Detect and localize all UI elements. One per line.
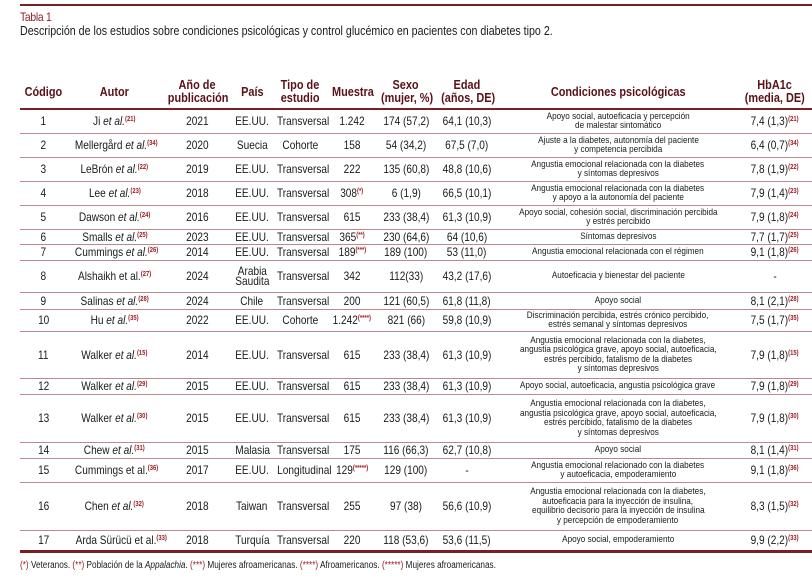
- col-edad: Edad (años, DE): [436, 74, 498, 109]
- table-row: [20, 109, 812, 133]
- cell-pais: Turquía: [232, 530, 272, 551]
- table-row: [20, 157, 812, 181]
- cell-codigo: 3: [20, 157, 67, 181]
- cell-sexo: 97 (38): [376, 482, 436, 530]
- cell-condiciones: Síntomas depresivos: [498, 229, 738, 244]
- cell-hba1c: 6,4 $(0,7)^{(34)}$: [738, 133, 812, 157]
- reference-superscript: (25): [788, 231, 800, 239]
- cell-autor: Walker et al.$^{(29)}$: [67, 378, 162, 394]
- cell-tipo: Transversal: [272, 378, 328, 394]
- col-autor: Autor: [67, 74, 162, 109]
- cell-codigo: 17: [20, 530, 67, 551]
- cell-anio: 2014: [162, 244, 232, 260]
- cell-condiciones: Angustia emocional relacionada con la diabetes, autoeficacia para la inyección de insulina, equilibrio decisorio para la inyección de insulina y percepción de empoderamiento: [498, 482, 738, 530]
- cell-pais: EE.UU.: [232, 157, 272, 181]
- cell-condiciones: Apoyo social, empoderamiento: [498, 530, 738, 551]
- cell-condiciones: Angustia emocional relacionado con la diabetes y autoeficacia, empoderamiento: [498, 458, 738, 482]
- cell-edad: 61,3 (10,9): [436, 378, 498, 394]
- cell-sexo: 121 (60,5): [376, 292, 436, 309]
- cell-pais: Taiwan: [232, 482, 272, 530]
- cell-edad: -: [436, 458, 498, 482]
- cell-autor: Walker et al.$^{(15)}$: [67, 331, 162, 378]
- cell-muestra: 1.242(****): [328, 309, 376, 331]
- reference-superscript: (26): [788, 247, 800, 254]
- cell-sexo: 233 (38,4): [376, 331, 436, 378]
- cell-sexo: 54 (34,2): [376, 133, 436, 157]
- col-anio: Año de publicación: [162, 74, 232, 109]
- cell-edad: 59,8 (10,9): [436, 309, 498, 331]
- cell-pais: Suecia: [232, 133, 272, 157]
- cell-sexo: 129 (100): [376, 458, 436, 482]
- cell-muestra: 175: [328, 442, 376, 458]
- cell-anio: 2021: [162, 109, 232, 133]
- cell-condiciones: Apoyo social: [498, 292, 738, 309]
- reference-superscript: (34): [788, 140, 800, 147]
- footnote-marker: (****): [358, 315, 372, 322]
- cell-condiciones: Discriminación percibida, estrés crónico percibido, estrés semanal y síntomas depresivos: [498, 309, 738, 331]
- cell-anio: 2020: [162, 133, 232, 157]
- studies-table: [20, 74, 812, 553]
- cell-pais: EE.UU.: [232, 205, 272, 229]
- col-condiciones: Condiciones psicológicas: [498, 74, 738, 109]
- cell-sexo: 233 (38,4): [376, 394, 436, 442]
- cell-hba1c: -: [738, 260, 812, 292]
- table-label: Tabla 1: [20, 10, 52, 24]
- cell-codigo: 13: [20, 394, 67, 442]
- cell-tipo: Transversal: [272, 292, 328, 309]
- reference-superscript: (24): [788, 212, 800, 219]
- reference-superscript: (36): [147, 465, 159, 472]
- table-row: [20, 331, 812, 378]
- cell-anio: 2016: [162, 205, 232, 229]
- cell-muestra: 615: [328, 205, 376, 229]
- cell-pais: EE.UU.: [232, 181, 272, 205]
- cell-tipo: Transversal: [272, 229, 328, 244]
- cell-condiciones: Apoyo social, autoeficacia, angustia psicológica grave: [498, 378, 738, 394]
- cell-tipo: Transversal: [272, 482, 328, 530]
- cell-hba1c: 9,1 $(1,8)^{(26)}$: [738, 244, 812, 260]
- footnote-marker: (*****): [352, 465, 369, 472]
- reference-superscript: (34): [147, 140, 158, 147]
- cell-edad: 61,3 (10,9): [436, 205, 498, 229]
- reference-superscript: (22): [137, 164, 149, 171]
- cell-edad: 61,3 (10,9): [436, 394, 498, 442]
- cell-autor: Salinas et al.$^{(28)}$: [67, 292, 162, 309]
- table-caption: Descripción de los estudios sobre condiciones psicológicas y control glucémico en pacientes con diabetes tipo 2.: [20, 23, 553, 38]
- footnote-marker: (*): [357, 188, 364, 195]
- footnote-marker: (**): [356, 231, 365, 239]
- cell-hba1c: 7,9 $(1,8)^{(30)}$: [738, 394, 812, 442]
- table-row: [20, 309, 812, 331]
- cell-codigo: 4: [20, 181, 67, 205]
- cell-muestra: 308(*): [328, 181, 376, 205]
- cell-tipo: Transversal: [272, 244, 328, 260]
- cell-edad: 64,1 (10,3): [436, 109, 498, 133]
- cell-codigo: 11: [20, 331, 67, 378]
- cell-autor: Smalls et al.$^{(25)}$: [67, 229, 162, 244]
- cell-codigo: 2: [20, 133, 67, 157]
- cell-sexo: 189 (100): [376, 244, 436, 260]
- cell-condiciones: Ajuste a la diabetes, autonomía del paciente y competencia percibida: [498, 133, 738, 157]
- cell-anio: 2024: [162, 292, 232, 309]
- cell-edad: 48,8 (10,6): [436, 157, 498, 181]
- cell-hba1c: 7,7 $(1,7)^{(25)}$: [738, 229, 812, 244]
- cell-edad: 53 (11,0): [436, 244, 498, 260]
- cell-edad: 67,5 (7,0): [436, 133, 498, 157]
- reference-superscript: (28): [138, 295, 149, 303]
- cell-autor: Cummings et al.$^{(36)}$: [67, 458, 162, 482]
- table-row: [20, 530, 812, 551]
- cell-edad: 61,8 (11,8): [436, 292, 498, 309]
- table-row: [20, 378, 812, 394]
- footnote-mark: (**): [72, 560, 85, 571]
- cell-tipo: Transversal: [272, 109, 328, 133]
- cell-pais: EE.UU.: [232, 109, 272, 133]
- footnote-mark: (****): [299, 560, 319, 571]
- reference-superscript: (21): [788, 116, 800, 124]
- reference-superscript: (35): [128, 315, 139, 322]
- cell-pais: EE.UU.: [232, 229, 272, 244]
- cell-muestra: 255: [328, 482, 376, 530]
- cell-codigo: 1: [20, 109, 67, 133]
- cell-sexo: 821 (66): [376, 309, 436, 331]
- cell-hba1c: 8,1 $(2,1)^{(28)}$: [738, 292, 812, 309]
- cell-muestra: 365(**): [328, 229, 376, 244]
- cell-hba1c: 7,9 $(1,8)^{(24)}$: [738, 205, 812, 229]
- cell-autor: Walker et al.$^{(30)}$: [67, 394, 162, 442]
- table-row: [20, 482, 812, 530]
- cell-anio: 2023: [162, 229, 232, 244]
- cell-pais: EE.UU.: [232, 331, 272, 378]
- cell-edad: 53,6 (11,5): [436, 530, 498, 551]
- cell-pais: Chile: [232, 292, 272, 309]
- cell-pais: EE.UU.: [232, 309, 272, 331]
- cell-autor: Mellergård et al.$^{(34)}$: [67, 133, 162, 157]
- cell-tipo: Longitudinal: [272, 458, 328, 482]
- table-row: [20, 181, 812, 205]
- cell-muestra: 615: [328, 331, 376, 378]
- reference-superscript: (15): [137, 349, 148, 357]
- cell-condiciones: Angustia emocional relacionada con la diabetes y síntomas depresivos: [498, 157, 738, 181]
- cell-sexo: 174 (57,2): [376, 109, 436, 133]
- cell-pais: EE.UU.: [232, 394, 272, 442]
- reference-superscript: (32): [133, 501, 145, 508]
- cell-codigo: 12: [20, 378, 67, 394]
- cell-edad: 66,5 (10,1): [436, 181, 498, 205]
- table-row: [20, 133, 812, 157]
- cell-anio: 2019: [162, 157, 232, 181]
- cell-autor: LeBrón et al.$^{(22)}$: [67, 157, 162, 181]
- cell-pais: EE.UU.: [232, 244, 272, 260]
- footnote-marker: (***): [355, 247, 366, 254]
- cell-anio: 2018: [162, 530, 232, 551]
- cell-condiciones: Apoyo social: [498, 442, 738, 458]
- cell-codigo: 15: [20, 458, 67, 482]
- cell-muestra: 1.242: [328, 109, 376, 133]
- col-pais: País: [232, 74, 272, 109]
- cell-hba1c: 9,1 $(1,8)^{(36)}$: [738, 458, 812, 482]
- cell-sexo: 116 (66,3): [376, 442, 436, 458]
- cell-tipo: Cohorte: [272, 133, 328, 157]
- cell-hba1c: 7,8 $(1,9)^{(22)}$: [738, 157, 812, 181]
- cell-tipo: Transversal: [272, 260, 328, 292]
- cell-tipo: Transversal: [272, 442, 328, 458]
- cell-hba1c: 7,5 $(1,7)^{(35)}$: [738, 309, 812, 331]
- cell-codigo: 16: [20, 482, 67, 530]
- col-muestra: Muestra: [328, 74, 376, 109]
- cell-muestra: 189(***): [328, 244, 376, 260]
- reference-superscript: (25): [136, 231, 148, 239]
- cell-muestra: 615: [328, 394, 376, 442]
- cell-sexo: 118 (53,6): [376, 530, 436, 551]
- col-hba1c: HbA1c (media, DE): [738, 74, 812, 109]
- cell-edad: 62,7 (10,8): [436, 442, 498, 458]
- footnote-mark: (***): [190, 560, 206, 571]
- reference-superscript: (31): [788, 445, 800, 452]
- cell-sexo: 230 (64,6): [376, 229, 436, 244]
- cell-condiciones: Angustia emocional relacionada con la diabetes, angustia psicológica grave, apoyo social, autoeficacia, estrés percibido, fatalismo de la diabetes y síntomas depresivos: [498, 394, 738, 442]
- cell-muestra: 220: [328, 530, 376, 551]
- cell-hba1c: 7,4 $(1,3)^{(21)}$: [738, 109, 812, 133]
- cell-edad: 43,2 (17,6): [436, 260, 498, 292]
- table-row: [20, 394, 812, 442]
- cell-codigo: 14: [20, 442, 67, 458]
- cell-hba1c: 7,9 $(1,4)^{(23)}$: [738, 181, 812, 205]
- cell-anio: 2018: [162, 181, 232, 205]
- col-tipo: Tipo de estudio: [272, 74, 328, 109]
- cell-anio: 2018: [162, 482, 232, 530]
- cell-anio: 2015: [162, 442, 232, 458]
- cell-muestra: 615: [328, 378, 376, 394]
- top-rule: [20, 4, 812, 6]
- table-row: [20, 292, 812, 309]
- table-row: [20, 205, 812, 229]
- cell-sexo: 6 (1,9): [376, 181, 436, 205]
- reference-superscript: (29): [137, 381, 148, 388]
- cell-autor: Chen et al.$^{(32)}$: [67, 482, 162, 530]
- cell-pais: Arabia Saudita: [232, 260, 272, 292]
- table-row: [20, 442, 812, 458]
- cell-condiciones: Autoeficacia y bienestar del paciente: [498, 260, 738, 292]
- cell-autor: Cummings et al.$^{(26)}$: [67, 244, 162, 260]
- cell-tipo: Transversal: [272, 181, 328, 205]
- reference-superscript: (35): [788, 315, 800, 322]
- reference-superscript: (24): [139, 212, 151, 219]
- reference-superscript: (32): [788, 501, 800, 508]
- reference-superscript: (22): [788, 164, 800, 171]
- cell-codigo: 5: [20, 205, 67, 229]
- cell-edad: 61,3 (10,9): [436, 331, 498, 378]
- reference-superscript: (33): [156, 535, 167, 542]
- cell-tipo: Transversal: [272, 530, 328, 551]
- cell-hba1c: 7,9 $(1,8)^{(29)}$: [738, 378, 812, 394]
- reference-superscript: (26): [147, 247, 159, 254]
- cell-pais: EE.UU.: [232, 378, 272, 394]
- cell-autor: Lee et al.$^{(23)}$: [67, 181, 162, 205]
- reference-superscript: (27): [140, 271, 152, 278]
- col-sexo: Sexo (mujer, %): [376, 74, 436, 109]
- cell-hba1c: 8,3 $(1,5)^{(32)}$: [738, 482, 812, 530]
- cell-autor: Ji et al.$^{(21)}$: [67, 109, 162, 133]
- cell-anio: 2015: [162, 394, 232, 442]
- cell-muestra: 158: [328, 133, 376, 157]
- cell-anio: 2024: [162, 260, 232, 292]
- cell-condiciones: Angustia emocional relacionada con el régimen: [498, 244, 738, 260]
- table-footnote: (*) Veteranos. (**) Población de la Appalachia. (***) Mujeres afroamericanas. (****) Afroamericanos. (*****) Mujeres afroamericanas.: [20, 560, 496, 571]
- table-row: [20, 458, 812, 482]
- cell-tipo: Cohorte: [272, 309, 328, 331]
- cell-sexo: 112(33): [376, 260, 436, 292]
- cell-muestra: 222: [328, 157, 376, 181]
- cell-pais: Malasia: [232, 442, 272, 458]
- reference-superscript: (28): [788, 295, 800, 303]
- cell-autor: Hu et al.$^{(35)}$: [67, 309, 162, 331]
- cell-autor: Chew et al.$^{(31)}$: [67, 442, 162, 458]
- cell-tipo: Transversal: [272, 205, 328, 229]
- cell-condiciones: Angustia emocional relacionada con la diabetes y apoyo a la autonomía del paciente: [498, 181, 738, 205]
- cell-hba1c: 8,1 $(1,4)^{(31)}$: [738, 442, 812, 458]
- col-codigo: Código: [20, 74, 67, 109]
- cell-sexo: 135 (60,8): [376, 157, 436, 181]
- cell-tipo: Transversal: [272, 157, 328, 181]
- reference-superscript: (36): [788, 465, 800, 472]
- cell-edad: 64 (10,6): [436, 229, 498, 244]
- cell-condiciones: Apoyo social, autoeficacia y percepción de malestar sintomático: [498, 109, 738, 133]
- reference-superscript: (30): [137, 413, 148, 420]
- cell-anio: 2022: [162, 309, 232, 331]
- header-row: [20, 74, 812, 109]
- cell-tipo: Transversal: [272, 394, 328, 442]
- reference-superscript: (23): [788, 188, 800, 195]
- cell-codigo: 10: [20, 309, 67, 331]
- cell-muestra: 342: [328, 260, 376, 292]
- cell-autor: Arda Sürücü et al.$^{(33)}$: [67, 530, 162, 551]
- cell-hba1c: 7,9 $(1,8)^{(15)}$: [738, 331, 812, 378]
- cell-codigo: 9: [20, 292, 67, 309]
- footnote-mark: (*): [20, 560, 29, 571]
- cell-edad: 56,6 (10,9): [436, 482, 498, 530]
- cell-condiciones: Apoyo social, cohesión social, discriminación percibida y estrés percibido: [498, 205, 738, 229]
- reference-superscript: (15): [788, 349, 800, 357]
- reference-superscript: (33): [788, 535, 800, 542]
- table-row: [20, 244, 812, 260]
- table-row: [20, 260, 812, 292]
- cell-muestra: 129(*****): [328, 458, 376, 482]
- reference-superscript: (31): [134, 445, 145, 452]
- cell-condiciones: Angustia emocional relacionada con la diabetes, angustia psicológica grave, apoyo social, autoeficacia, estrés percibido, fatalismo de la diabetes y síntomas depresivos: [498, 331, 738, 378]
- cell-sexo: 233 (38,4): [376, 378, 436, 394]
- reference-superscript: (30): [788, 413, 800, 420]
- cell-autor: Dawson et al.$^{(24)}$: [67, 205, 162, 229]
- cell-hba1c: 9,9 $(2,2)^{(33)}$: [738, 530, 812, 551]
- cell-anio: 2014: [162, 331, 232, 378]
- cell-anio: 2017: [162, 458, 232, 482]
- cell-codigo: 6: [20, 229, 67, 244]
- cell-anio: 2015: [162, 378, 232, 394]
- reference-superscript: (21): [125, 116, 136, 124]
- reference-superscript: (23): [130, 188, 141, 195]
- cell-codigo: 8: [20, 260, 67, 292]
- cell-tipo: Transversal: [272, 331, 328, 378]
- footnote-mark: (*****): [381, 560, 404, 571]
- cell-pais: EE.UU.: [232, 458, 272, 482]
- reference-superscript: (29): [788, 381, 800, 388]
- table-row: [20, 229, 812, 244]
- cell-autor: Alshaikh et al.$^{(27)}$: [67, 260, 162, 292]
- cell-muestra: 200: [328, 292, 376, 309]
- cell-codigo: 7: [20, 244, 67, 260]
- cell-sexo: 233 (38,4): [376, 205, 436, 229]
